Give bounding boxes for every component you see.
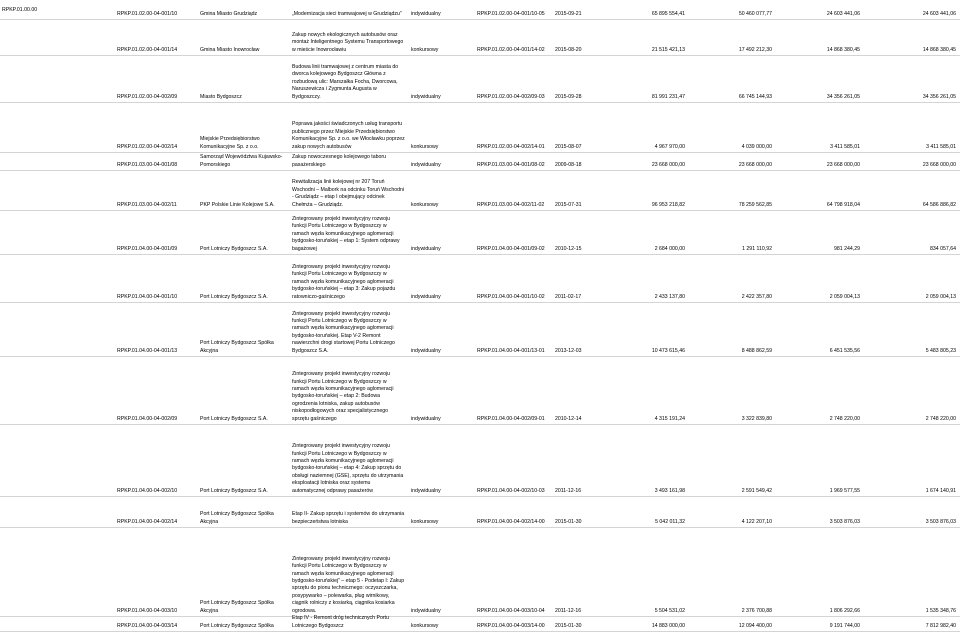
cell-beneficiary: Port Lotniczy Bydgoszcz S.A. [200, 293, 268, 300]
cell-code: RPKP.01.04.00-04-002/14-00 [477, 518, 545, 525]
cell-v4: 1 674 140,91 [925, 487, 956, 494]
cell-date: 2011-12-16 [555, 487, 582, 494]
cell-v2: 23 668 000,00 [738, 161, 772, 168]
cell-title: Zintegrowany projekt inwestycyjny rozwoju funkcji Portu Lotniczego w Bydgoszczy w ramach węzła komunikacyjnego aglomeracji bydgosko-toruńskiej” – etap 5 - Podetap I: Zakup sprzętu do pionu technicznego: oczyszczarka, posypywarko – polewarka, pług wirnikowy, ciągnik rolniczy z kosiarką, ciągnika kosiarka ogrodowa. [292, 555, 405, 614]
cell-v3: 3 503 876,03 [829, 518, 860, 525]
cell-title: Zintegrowany projekt inwestycyjny rozwoju funkcji Portu Lotniczego w Bydgoszczy w ramach węzła komunikacyjnego aglomeracji bydgosko-toruńskiej – etap 1: System odprawy bagażowej [292, 215, 400, 252]
cell-v2: 4 039 000,00 [741, 143, 772, 150]
top-reference: RPKP.01.00.00 [2, 7, 38, 13]
table-row [0, 56, 960, 103]
cell-v1: 4 315 191,24 [654, 415, 685, 422]
cell-v4: 7 812 982,40 [925, 622, 956, 629]
cell-project: RPKP.01.03.00-04-001/08 [117, 161, 178, 168]
cell-v1: 23 668 000,00 [651, 161, 685, 168]
cell-v2: 8 488 862,59 [741, 347, 772, 354]
cell-beneficiary: Miejskie Przedsiębiorstwo Komunikacyjne Sp. z o.o. [200, 136, 260, 150]
cell-v2: 17 492 212,30 [738, 46, 772, 53]
cell-v1: 81 991 231,47 [651, 93, 685, 100]
cell-project: RPKP.01.04.00-04-002/09 [117, 415, 178, 422]
cell-beneficiary: Samorząd Województwa Kujawsko-Pomorskiego [200, 154, 283, 168]
cell-project: RPKP.01.02.00-04-002/09 [117, 93, 178, 100]
cell-title: Zintegrowany projekt inwestycyjny rozwoju funkcji Portu Lotniczego w Bydgoszczy w ramach węzła komunikacyjnego aglomeracji bydgosko-toruńskiej. Etap V-2 Remont nawierzchni drogi startowej Portu Lotniczego Bydgoszcz S.A. [292, 310, 395, 354]
cell-project: RPKP.01.02.00-04-001/10 [117, 10, 178, 17]
cell-v2: 66 745 144,93 [738, 93, 772, 100]
table-row [0, 20, 960, 56]
cell-v2: 2 591 549,42 [741, 487, 772, 494]
cell-code: RPKP.01.04.00-04-003/10-04 [477, 607, 545, 614]
table-row [0, 357, 960, 425]
cell-v1: 10 473 615,46 [651, 347, 685, 354]
cell-v2: 12 094 400,00 [738, 622, 772, 629]
cell-v3: 6 451 535,56 [829, 347, 860, 354]
cell-date: 2011-02-17 [555, 293, 582, 300]
table-row [0, 497, 960, 528]
cell-beneficiary: Port Lotniczy Bydgoszcz S.A. [200, 415, 268, 422]
cell-title: Budowa linii tramwajowej z centrum miasta do dworca kolejowego Bydgoszcz Główna z rozbudową ulic: Marszałka Focha, Dworcowa, Naruszewicza i Zygmunta Augusta w Bydgoszczy. [292, 63, 399, 100]
cell-v4: 3 503 876,03 [925, 518, 956, 525]
cell-v1: 5 042 011,32 [655, 518, 685, 525]
cell-title: Etap IV - Remont dróg technicznych Portu Lotniczego Bydgoszcz [292, 615, 389, 629]
cell-v3: 23 668 000,00 [826, 161, 860, 168]
cell-date: 2015-08-07 [555, 143, 582, 150]
cell-project: RPKP.01.04.00-04-001/13 [117, 347, 178, 354]
cell-title: Poprawa jakości świadczonych usług transportu publicznego przez Miejskie Przedsiębiorstwo Komunikacyjne Sp. z o.o. we Włocławku poprzez zakup nowych autobusów [292, 121, 405, 150]
cell-v2: 4 122 207,10 [741, 518, 772, 525]
cell-type: indywidualny [411, 293, 441, 300]
table-row [0, 0, 960, 20]
cell-type: konkursowy [411, 518, 439, 525]
cell-v1: 5 504 531,02 [654, 607, 685, 614]
cell-type: indywidualny [411, 161, 441, 168]
cell-title: Zintegrowany projekt inwestycyjny rozwoju funkcji Portu Lotniczego w Bydgoszczy w ramach węzła komunikacyjnego aglomeracji bydgosko-toruńskiej – etap 2: Budowa ogrodzenia lotniska, zakup autobusów niskopodłogowych oraz specjalistycznego sprzętu gaśniczego [292, 371, 394, 422]
cell-code: RPKP.01.04.00-04-002/10-03 [477, 487, 545, 494]
cell-code: RPKP.01.02.00-04-002/09-03 [477, 93, 545, 100]
cell-v3: 2 748 220,00 [829, 415, 860, 422]
cell-beneficiary: Gmina Miasto Inowrocław [200, 46, 260, 53]
cell-date: 2011-12-16 [555, 607, 582, 614]
table-row [0, 153, 960, 171]
cell-project: RPKP.01.04.00-04-003/14 [117, 622, 178, 629]
cell-code: RPKP.01.04.00-04-002/09-01 [477, 415, 545, 422]
cell-date: 2015-09-28 [555, 93, 582, 100]
cell-v2: 78 259 562,85 [738, 201, 772, 208]
cell-type: indywidualny [411, 245, 441, 252]
cell-v4: 64 586 886,82 [922, 201, 956, 208]
cell-project: RPKP.01.03.00-04-002/11 [117, 201, 177, 208]
cell-date: 2015-01-30 [555, 622, 582, 629]
table-row [0, 303, 960, 357]
cell-type: konkursowy [411, 143, 439, 150]
cell-v3: 24 603 441,06 [826, 10, 860, 17]
cell-v1: 21 515 421,13 [651, 46, 685, 53]
cell-title: Zakup nowych ekologicznych autobusów oraz montaż Inteligentnego Systemu Transportowego w mieście Inowrocławiu [292, 31, 404, 53]
cell-project: RPKP.01.04.00-04-001/09 [117, 245, 178, 252]
cell-code: RPKP.01.04.00-04-001/10-02 [477, 293, 545, 300]
cell-beneficiary: Port Lotniczy Bydgoszcz S.A. [200, 245, 268, 252]
cell-v2: 2 422 357,80 [741, 293, 772, 300]
cell-type: konkursowy [411, 622, 439, 629]
cell-code: RPKP.01.04.00-04-001/13-01 [477, 347, 545, 354]
cell-title: Etap II- Zakup sprzętu i systemów do utrzymania bezpieczeństwa lotniska [292, 511, 405, 525]
cell-v4: 34 356 261,05 [922, 93, 956, 100]
cell-v3: 64 798 918,04 [826, 201, 860, 208]
cell-project: RPKP.01.02.00-04-001/14 [117, 46, 178, 53]
cell-date: 2009-08-18 [555, 161, 582, 168]
cell-v2: 3 322 839,80 [741, 415, 772, 422]
cell-beneficiary: Port Lotniczy Bydgoszcz Spółka [200, 622, 274, 629]
cell-v1: 65 895 554,41 [651, 10, 685, 17]
cell-v2: 1 291 110,92 [742, 245, 772, 252]
cell-code: RPKP.01.03.00-04-001/08-02 [477, 161, 545, 168]
cell-v3: 3 411 585,01 [830, 143, 860, 150]
cell-title: Rewitalizacja linii kolejowej nr 207 Toruń Wschodni – Malbork na odcinku Toruń Wschodni - Grudziądz – etap I obejmujący odcinek Chełmża – Grudziądz. [292, 179, 405, 208]
cell-date: 2010-12-15 [555, 245, 582, 252]
cell-beneficiary: Port Lotniczy Bydgoszcz Spółka Akcyjna [200, 511, 274, 525]
cell-v3: 1 969 577,55 [829, 487, 860, 494]
cell-code: RPKP.01.03.00-04-002/11-02 [477, 201, 545, 208]
cell-v3: 1 806 292,66 [829, 607, 860, 614]
cell-code: RPKP.01.02.00-04-001/14-02 [477, 46, 545, 53]
cell-v4: 3 411 585,01 [926, 143, 956, 150]
table-row [0, 171, 960, 211]
cell-v3: 2 059 004,13 [829, 293, 860, 300]
cell-v1: 2 684 000,00 [654, 245, 685, 252]
cell-title: Zintegrowany projekt inwestycyjny rozwoju funkcji Portu Lotniczego w Bydgoszczy w ramach węzła komunikacyjnego aglomeracji bydgosko-toruńskiej – etap 3: Zakup pojazdu ratowniczo-gaśniczego [292, 263, 396, 300]
cell-code: RPKP.01.04.00-04-001/09-02 [477, 245, 545, 252]
cell-type: indywidualny [411, 347, 441, 354]
cell-date: 2015-01-30 [555, 518, 582, 525]
cell-v4: 1 535 348,76 [925, 607, 956, 614]
cell-beneficiary: Port Lotniczy Bydgoszcz Spółka Akcyjna [200, 340, 274, 354]
cell-type: indywidualny [411, 10, 441, 17]
table-row [0, 617, 960, 632]
cell-title: Zintegrowany projekt inwestycyjny rozwoju funkcji Portu Lotniczego w Bydgoszczy w ramach węzła komunikacyjnego aglomeracji bydgosko-toruńskiej – etap 4: Zakup sprzętu do obsługi naziemnej (GSE), sprzętu do utrzymania eksploatacji lotniska oraz systemu automatycznej odprawy pasażerów [292, 443, 404, 494]
cell-date: 2013-12-03 [555, 347, 582, 354]
cell-code: RPKP.01.04.00-04-003/14-00 [477, 622, 545, 629]
cell-v2: 50 460 077,77 [738, 10, 772, 17]
cell-v3: 14 868 380,45 [826, 46, 860, 53]
cell-type: indywidualny [411, 415, 441, 422]
cell-title: Zakup nowoczesnego kolejowego taboru pasażerskiego [292, 154, 387, 168]
cell-v4: 14 868 380,45 [922, 46, 956, 53]
cell-title: „Modernizacja sieci tramwajowej w Grudziądzu” [292, 10, 402, 17]
cell-v1: 96 953 218,82 [651, 201, 685, 208]
cell-type: indywidualny [411, 93, 441, 100]
cell-v4: 834 057,64 [930, 245, 956, 252]
cell-type: indywidualny [411, 607, 441, 614]
cell-project: RPKP.01.04.00-04-002/14 [117, 518, 178, 525]
table-row [0, 255, 960, 303]
cell-type: konkursowy [411, 201, 439, 208]
cell-v3: 9 191 744,00 [829, 622, 860, 629]
cell-code: RPKP.01.02.00-04-002/14-01 [477, 143, 545, 150]
cell-v4: 23 668 000,00 [922, 161, 956, 168]
cell-v4: 24 603 441,06 [922, 10, 956, 17]
cell-beneficiary: Port Lotniczy Bydgoszcz S.A. [200, 487, 268, 494]
cell-date: 2015-07-31 [555, 201, 582, 208]
table-row [0, 425, 960, 497]
cell-project: RPKP.01.02.00-04-002/14 [117, 143, 178, 150]
cell-type: indywidualny [411, 487, 441, 494]
cell-v4: 2 748 220,00 [925, 415, 956, 422]
cell-date: 2015-09-21 [555, 10, 582, 17]
cell-v1: 3 493 161,98 [654, 487, 685, 494]
cell-beneficiary: PKP Polskie Linie Kolejowe S.A. [200, 201, 275, 208]
cell-v1: 2 433 137,80 [654, 293, 685, 300]
cell-project: RPKP.01.04.00-04-001/10 [117, 293, 178, 300]
cell-project: RPKP.01.04.00-04-003/10 [117, 607, 178, 614]
cell-v1: 4 967 970,00 [654, 143, 685, 150]
cell-date: 2015-08-20 [555, 46, 582, 53]
cell-code: RPKP.01.02.00-04-001/10-05 [477, 10, 545, 17]
cell-project: RPKP.01.04.00-04-002/10 [117, 487, 178, 494]
cell-beneficiary: Gmina Miasto Grudziądz [200, 10, 258, 17]
table-row [0, 528, 960, 617]
cell-v2: 2 376 700,88 [741, 607, 772, 614]
cell-v4: 2 059 004,13 [925, 293, 956, 300]
cell-beneficiary: Miasto Bydgoszcz [200, 93, 242, 100]
table-row [0, 211, 960, 255]
table-row [0, 103, 960, 153]
cell-v3: 981 244,29 [834, 245, 860, 252]
cell-v1: 14 883 000,00 [651, 622, 685, 629]
cell-v4: 5 483 805,23 [925, 347, 956, 354]
cell-date: 2010-12-14 [555, 415, 582, 422]
cell-v3: 34 356 261,05 [826, 93, 860, 100]
cell-type: konkursowy [411, 46, 439, 53]
cell-beneficiary: Port Lotniczy Bydgoszcz Spółka Akcyjna [200, 600, 274, 614]
